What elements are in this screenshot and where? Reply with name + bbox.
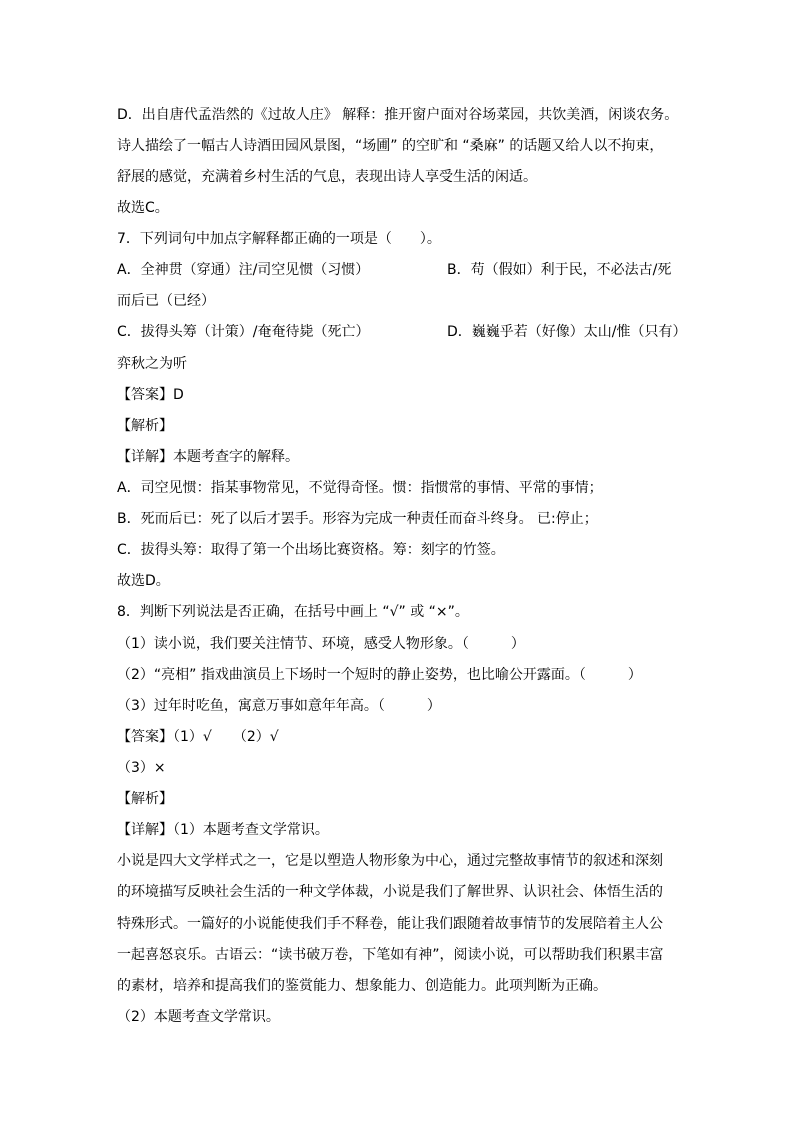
answer-line: 故选D。 [117,573,170,589]
option-b: B．苟（假如）利于民，不必法古/死 [447,262,672,278]
answer-label: 【答案】（1）√ （2）√ [117,729,279,745]
text-line: 舒展的感觉，充满着乡村生活的气息，表现出诗人享受生活的闲适。 [117,169,537,185]
text-line: （2）本题考查文学常识。 [117,1009,280,1025]
analysis-label: 【解析】 [117,791,173,807]
option-d-continued: 弈秋之为听 [117,356,187,372]
text-line: 特殊形式。一篇好的小说能使我们手不释卷，能让我们跟随着故事情节的发展陪着主人公 [117,916,663,932]
answer-label: 【答案】D [117,387,184,403]
text-line: B．死而后已：死了以后才罢手。形容为完成一种责任而奋斗终身。 已:停止； [117,511,598,527]
option-a: A．全神贯（穿通）注/司空见惯（习惯） [117,262,370,278]
analysis-label: 【解析】 [117,418,173,434]
text-line: 小说是四大文学样式之一，它是以塑造人物形象为中心，通过完整故事情节的叙述和深刻 [117,853,663,869]
answer-line: （3）× [117,760,166,776]
text-line: A．司空见惯：指某事物常见，不觉得奇怪。惯：指惯常的事情、平常的事情； [117,480,603,496]
answer-line: 故选C。 [117,200,169,216]
option-b-continued: 而后已（已经） [117,293,215,309]
statement-2: （2）“亮相” 指戏曲演员上下场时一个短时的静止姿势，也比喻公开露面。（ ） [117,667,642,683]
text-line: 诗人描绘了一幅古人诗酒田园风景图，“场圃” 的空旷和 “桑麻” 的话题又给人以不拘束， [117,138,664,154]
text-line: 的素材，培养和提高我们的鉴赏能力、想象能力、创造能力。此项判断为正确。 [117,978,607,994]
question-7: 7．下列词句中加点字解释都正确的一项是（ ）。 [117,231,441,247]
detail-label: 【详解】本题考查字的解释。 [117,449,299,465]
option-c: C．拔得头筹（计策）/奄奄待毙（死亡） [117,324,370,340]
statement-1: （1）读小说，我们要关注情节、环境，感受人物形象。（ ） [117,636,525,652]
text-line: 的环境描写反映社会生活的一种文学体裁，小说是我们了解世界、认识社会、体悟生活的 [117,884,663,900]
detail-label: 【详解】（1）本题考查文学常识。 [117,822,329,838]
text-line: 一起喜怒哀乐。古语云：“读书破万卷，下笔如有神”，阅读小说，可以帮助我们积累丰富 [117,947,664,963]
option-d: D．巍巍乎若（好像）太山/惟（只有） [447,324,687,340]
text-line: C．拔得头筹：取得了第一个出场比赛资格。筹：刻字的竹签。 [117,542,505,558]
question-8: 8．判断下列说法是否正确，在括号中画上 “√” 或 “×”。 [117,604,469,620]
statement-3: （3）过年时吃鱼，寓意万事如意年年高。（ ） [117,698,441,714]
text-line: D．出自唐代孟浩然的《过故人庄》 解释：推开窗户面对谷场菜园，共饮美酒，闲谈农务。 [117,107,679,123]
